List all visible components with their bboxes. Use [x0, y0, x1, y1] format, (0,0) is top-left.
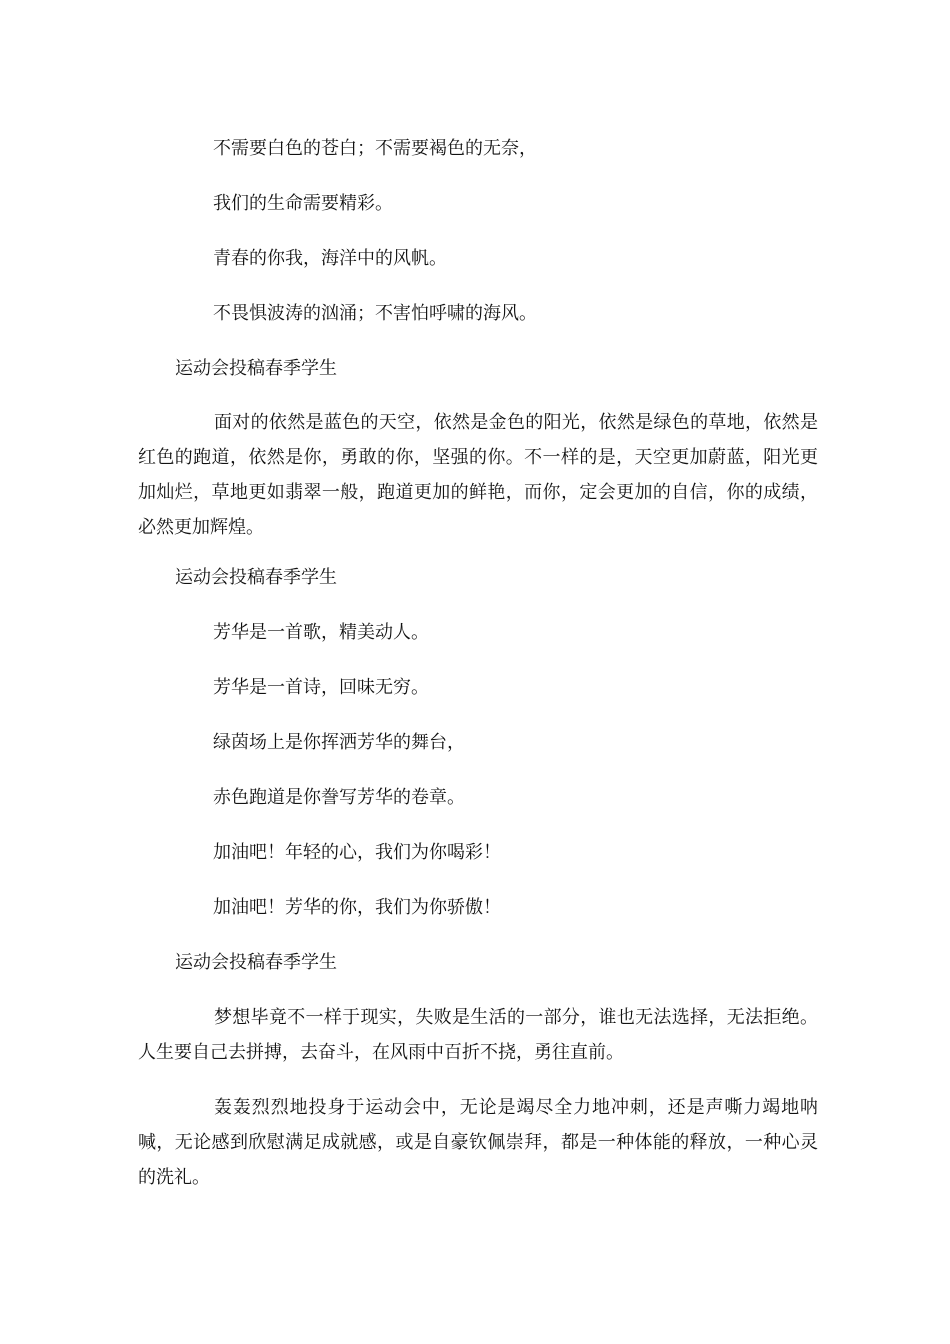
poem-line: 芳华是一首诗，回味无穷。	[213, 677, 429, 698]
section-heading: 运动会投稿春季学生	[175, 567, 337, 588]
poem-line: 我们的生命需要精彩。	[213, 193, 393, 214]
poem-line: 芳华是一首歌，精美动人。	[213, 622, 429, 643]
poem-line: 加油吧！芳华的你，我们为你骄傲！	[213, 897, 501, 918]
poem-line: 青春的你我，海洋中的风帆。	[213, 248, 447, 269]
poem-line: 不畏惧波涛的汹涌；不害怕呼啸的海风。	[213, 303, 537, 324]
poem-line: 绿茵场上是你挥洒芳华的舞台，	[213, 732, 465, 753]
body-paragraph: 面对的依然是蓝色的天空，依然是金色的阳光，依然是绿色的草地，依然是红色的跑道，依然是你，勇敢的你，坚强的你。不一样的是，天空更加蔚蓝，阳光更加灿烂，草地更如翡翠一般，跑道更加的鲜艳，而你，定会更加的自信，你的成绩，必然更加辉煌。	[138, 412, 818, 538]
poem-line: 加油吧！年轻的心，我们为你喝彩！	[213, 842, 501, 863]
section-heading: 运动会投稿春季学生	[175, 358, 337, 379]
body-paragraph: 轰轰烈烈地投身于运动会中，无论是竭尽全力地冲刺，还是声嘶力竭地呐喊，无论感到欣慰满足成就感，或是自豪钦佩崇拜，都是一种体能的释放，一种心灵的洗礼。	[138, 1097, 818, 1188]
section-heading: 运动会投稿春季学生	[175, 952, 337, 973]
poem-line: 赤色跑道是你誊写芳华的卷章。	[213, 787, 465, 808]
poem-line: 不需要白色的苍白；不需要褐色的无奈，	[213, 138, 537, 159]
body-paragraph: 梦想毕竟不一样于现实，失败是生活的一部分，谁也无法选择，无法拒绝。人生要自己去拼搏，去奋斗，在风雨中百折不挠，勇往直前。	[138, 1007, 818, 1063]
